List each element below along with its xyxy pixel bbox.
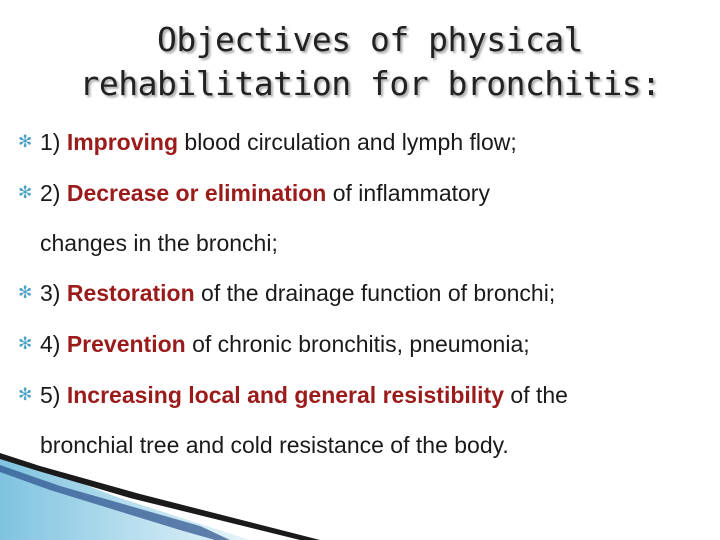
item-highlight: Restoration — [66, 280, 195, 306]
asterisk-bullet-icon: ✻ — [18, 283, 33, 302]
item-continuation: changes in the bronchi; — [40, 230, 278, 256]
item-number: 2) — [40, 180, 61, 206]
title-line-2: rehabilitation for bronchitis: — [79, 64, 661, 103]
item-number: 5) — [40, 382, 61, 408]
item-number: 1) — [40, 129, 61, 155]
title-line-1: Objectives of physical — [156, 20, 584, 59]
item-highlight: Improving — [66, 129, 179, 155]
item-number: 3) — [40, 280, 61, 306]
item-rest: of the — [504, 382, 568, 408]
asterisk-bullet-icon: ✻ — [18, 132, 33, 151]
asterisk-bullet-icon: ✻ — [18, 334, 33, 353]
asterisk-bullet-icon: ✻ — [18, 183, 33, 202]
item-rest: of the drainage function of bronchi; — [194, 280, 556, 306]
item-highlight: Decrease or elimination — [66, 180, 327, 206]
item-highlight: Increasing local and general resistibility — [66, 382, 505, 408]
item-continuation: bronchial tree and cold resistance of the body. — [40, 432, 509, 458]
item-rest: of chronic bronchitis, pneumonia; — [185, 331, 530, 357]
item-number: 4) — [40, 331, 61, 357]
asterisk-bullet-icon: ✻ — [18, 385, 33, 404]
item-highlight: Prevention — [66, 331, 186, 357]
item-rest: blood circulation and lymph flow; — [178, 129, 517, 155]
item-rest: of inflammatory — [326, 180, 490, 206]
